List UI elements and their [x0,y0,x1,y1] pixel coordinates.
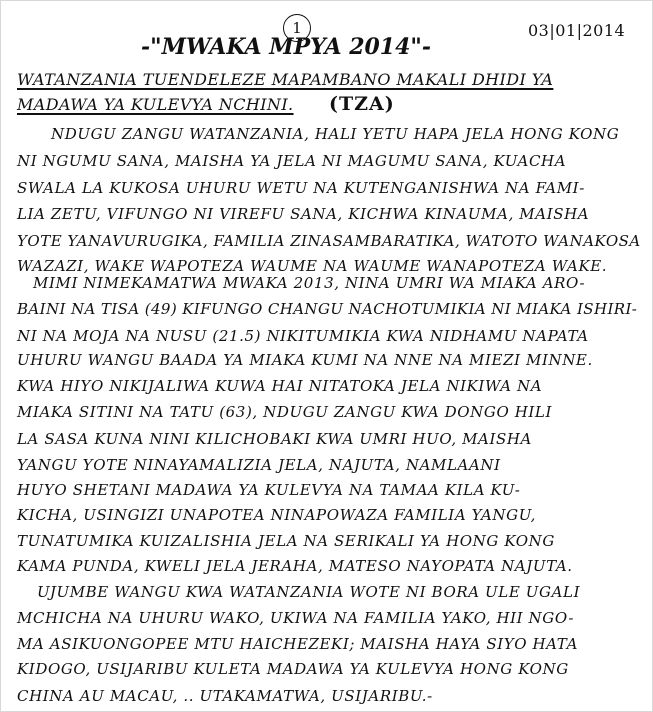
body-line: YANGU YOTE NINAYAMALIZIA JELA, NAJUTA, NAMLAANI [17,456,501,474]
body-line: WAZAZI, WAKE WAPOTEZA WAUME NA WAUME WANAPOTEZA WAKE. [17,257,608,275]
body-line: NI NA MOJA NA NUSU (21.5) NIKITUMIKIA KWA NIDHAMU NAPATA [17,327,589,345]
body-line: LIA ZETU, VIFUNGO NI VIREFU SANA, KICHWA KINAUMA, MAISHA [17,205,590,223]
body-line: MIMI NIMEKAMATWA MWAKA 2013, NINA UMRI WA MIAKA ARO- [33,274,586,292]
body-line: SWALA LA KUKOSA UHURU WETU NA KUTENGANISHWA NA FAMI- [17,179,585,197]
letter-title: -"MWAKA MPYA 2014"- [141,34,432,60]
body-line: MIAKA SITINI NA TATU (63), NDUGU ZANGU KWA DONGO HILI [17,403,553,421]
body-line: MCHICHA NA UHURU WAKO, UKIWA NA FAMILIA YAKO, HII NGO- [17,609,574,627]
body-line: KICHA, USINGIZI UNAPOTEA NINAPOWAZA FAMILIA YANGU, [17,506,536,524]
body-line: LA SASA KUNA NINI KILICHOBAKI KWA UMRI HUO, MAISHA [17,430,532,448]
body-line: BAINI NA TISA (49) KIFUNGO CHANGU NACHOTUMIKIA NI MIAKA ISHIRI- [17,300,638,318]
body-line: UHURU WANGU BAADA YA MIAKA KUMI NA NNE NA MIEZI MINNE. [17,351,593,369]
body-line: UJUMBE WANGU KWA WATANZANIA WOTE NI BORA ULE UGALI [37,583,581,601]
body-line: HUYO SHETANI MADAWA YA KULEVYA NA TAMAA KILA KU- [17,481,521,499]
body-line: NI NGUMU SANA, MAISHA YA JELA NI MAGUMU SANA, KUACHA [17,152,567,170]
page-number-circle: 1 [283,14,311,42]
body-line: YOTE YANAVURUGIKA, FAMILIA ZINASAMBARATIKA, WATOTO WANAKOSA [17,232,641,250]
body-line: KAMA PUNDA, KWELI JELA JERAHA, MATESO NAYOPATA NAJUTA. [17,557,573,575]
heading-line-2: MADAWA YA KULEVYA NCHINI. [17,95,294,114]
body-line: TUNATUMIKA KUIZALISHIA JELA NA SERIKALI YA HONG KONG [17,532,555,550]
heading-tag: (TZA) [329,93,395,115]
body-line: NDUGU ZANGU WATANZANIA, HALI YETU HAPA JELA HONG KONG [51,125,620,143]
body-line: KIDOGO, USIJARIBU KULETA MADAWA YA KULEVYA HONG KONG [17,660,569,678]
body-line: CHINA AU MACAU, .. UTAKAMATWA, USIJARIBU.- [17,687,433,705]
body-line: MA ASIKUONGOPEE MTU HAICHEZEKI; MAISHA HAYA SIYO HATA [17,635,579,653]
heading-line-1: WATANZANIA TUENDELEZE MAPAMBANO MAKALI DHIDI YA [17,70,554,89]
letter-date: 03|01|2014 [528,21,626,40]
body-line: KWA HIYO NIKIJALIWA KUWA HAI NITATOKA JELA NIKIWA NA [17,377,543,395]
